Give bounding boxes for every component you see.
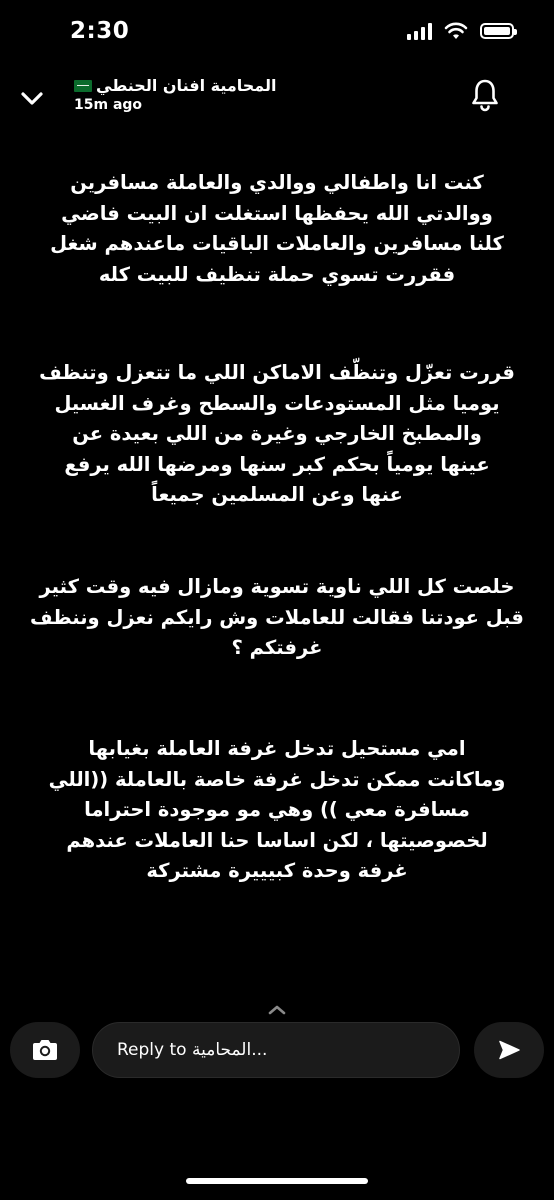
story-paragraph-2: قررت تعزّل وتنظّف الاماكن اللي ما تتعزل وتنظف يوميا مثل المستودعات والسطح وغرف الغسيل والمطبخ الخارجي وغيرة من اللي بعيدة عن عينها يومياً بحكم كبر سنها ومرضها الله يرفع عنها وعن المسلمين جميعاً — [39, 361, 515, 506]
status-time: 2:30 — [70, 18, 130, 44]
wifi-icon — [444, 22, 468, 40]
camera-button[interactable] — [10, 1022, 80, 1078]
chevron-up-icon[interactable] — [262, 1000, 292, 1020]
notification-bell-button[interactable] — [470, 78, 500, 112]
time-ago: 15m ago — [74, 97, 143, 113]
camera-icon — [30, 1038, 60, 1062]
bell-icon — [470, 78, 500, 112]
battery-fill — [484, 27, 510, 35]
story-meta[interactable] — [74, 76, 374, 113]
status-bar — [0, 0, 554, 70]
saudi-flag-icon — [74, 80, 92, 92]
battery-icon — [480, 23, 514, 39]
home-indicator — [186, 1178, 368, 1184]
send-arrow-icon — [497, 1039, 521, 1061]
author-line — [74, 76, 374, 95]
cellular-signal-icon — [407, 22, 432, 40]
chevron-down-icon — [14, 80, 50, 116]
story-header — [0, 70, 554, 126]
author-name: المحامية افنان الحنطي — [96, 76, 277, 95]
story-paragraph-4: امي مستحيل تدخل غرفة العاملة بغيابها وماكانت ممكن تدخل غرفة خاصة بالعاملة ((اللي مسافرة معي )) وهي مو موجودة احتراما لخصوصيتها ، لكن اساسا حنا العاملات عندهم غرفة وحدة كبيييرة مشتركة — [48, 737, 506, 882]
status-icons — [407, 22, 514, 40]
story-paragraph-1: كنت انا واطفالي ووالدي والعاملة مسافرين ووالدتي الله يحفظها استغلت ان البيت فاضي كلنا مسافرين والعاملات الباقيات ماعندهم شغل فقررت تسوي حملة تنظيف للبيت كله — [50, 171, 504, 286]
send-button[interactable] — [474, 1022, 544, 1078]
close-story-button[interactable] — [14, 80, 50, 116]
story-paragraph-3: خلصت كل اللي ناوية تسوية ومازال فيه وقت كثير قبل عودتنا فقالت للعاملات وش رايكم نعزل وننظف غرفتكم ؟ — [30, 575, 524, 659]
reply-input[interactable]: Reply to المحامية... — [92, 1022, 460, 1078]
